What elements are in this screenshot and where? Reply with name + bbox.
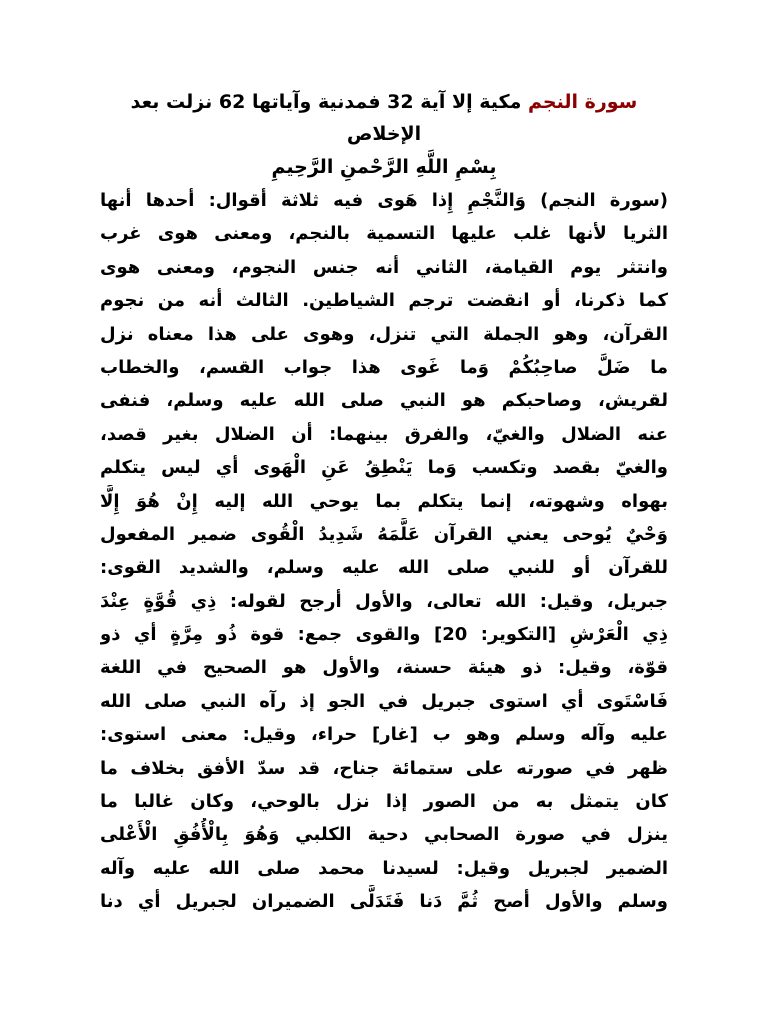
text-line: للقرآن أو للنبي صلى الله عليه وسلم، والشديد القوى: bbox=[100, 557, 668, 579]
tafsir-body bbox=[100, 184, 668, 919]
text-line: وَحْيٌ يُوحى يعني القرآن عَلَّمَهُ شَدِيدُ الْقُوى ضمير المفعول bbox=[100, 523, 668, 545]
text-line: كان يتمثل به من الصور إذا نزل بالوحي، وكان غالبا ما bbox=[100, 791, 668, 813]
text-line: فَاسْتَوى أي استوى جبريل في الجو إذ رآه النبي صلى الله bbox=[100, 690, 668, 712]
text-line: ما ضَلَّ صاحِبُكُمْ وَما غَوى هذا جواب القسم، والخطاب bbox=[100, 356, 668, 378]
text-line: ينزل في صورة الصحابي دحية الكلبي وَهُوَ بِالْأُفُقِ الْأَعْلى bbox=[100, 824, 668, 846]
text-line: بهواه وشهوته، إنما يتكلم بما يوحي الله إليه إِنْ هُوَ إِلَّا bbox=[100, 490, 668, 512]
text-line: الثريا لأنها غلب عليها التسمية بالنجم، ومعنى هوى غرب bbox=[100, 223, 668, 245]
text-line: قوّة، وقيل: ذو هيئة حسنة، والأول هو الصحيح في اللغة bbox=[100, 657, 668, 679]
basmala: بِسْمِ اللَّهِ الرَّحْمنِ الرَّحِيمِ bbox=[271, 156, 497, 178]
text-line: وسلم والأول أصح ثُمَّ دَنا فَتَدَلَّى الضميران لجبريل أي دنا bbox=[100, 891, 668, 913]
surah-description-continued: الإخلاص bbox=[346, 123, 422, 145]
text-line: لقريش، وصاحبكم هو النبي صلى الله عليه وسلم، فنفى bbox=[100, 390, 668, 412]
text-line: عليه وآله وسلم وهو ب [غار] حراء، وقيل: معنى استوى: bbox=[100, 724, 668, 746]
text-line: والغيّ بقصد وتكسب وَما يَنْطِقُ عَنِ الْهَوى أي ليس يتكلم bbox=[100, 457, 668, 479]
surah-description: مكية إلا آية 32 فمدنية وآياتها 62 نزلت بعد bbox=[130, 91, 528, 113]
surah-heading bbox=[100, 86, 668, 150]
text-line: ظهر في صورته على ستمائة جناح، قد سدّ الأفق بخلاف ما bbox=[100, 757, 668, 779]
text-line: (سورة النجم) وَالنَّجْمِ إِذا هَوى فيه ثلاثة أقوال: أحدها أنها bbox=[100, 190, 668, 211]
text-line: القرآن، وهو الجملة التي تنزل، وهوى على هذا معناه نزل bbox=[100, 323, 668, 345]
text-line: وانتثر يوم القيامة، الثاني أنه جنس النجوم، ومعنى هوى bbox=[100, 256, 668, 278]
surah-name: سورة النجم bbox=[528, 91, 638, 113]
text-line: جبريل، وقيل: الله تعالى، والأول أرجح لقوله: ذِي قُوَّةٍ عِنْدَ bbox=[100, 590, 668, 612]
text-line: كما ذكرنا، أو انقضت ترجم الشياطين. الثالث أنه من نجوم bbox=[100, 290, 668, 312]
text-line: الضمير لجبريل وقيل: لسيدنا محمد صلى الله عليه وآله bbox=[100, 857, 668, 879]
text-line: ذِي الْعَرْشِ [التكوير: 20] والقوى جمع: قوة ذُو مِرَّةٍ أي ذو bbox=[100, 624, 668, 646]
text-line: عنه الضلال والغيّ، والفرق بينهما: أن الضلال بغير قصد، bbox=[100, 423, 668, 445]
